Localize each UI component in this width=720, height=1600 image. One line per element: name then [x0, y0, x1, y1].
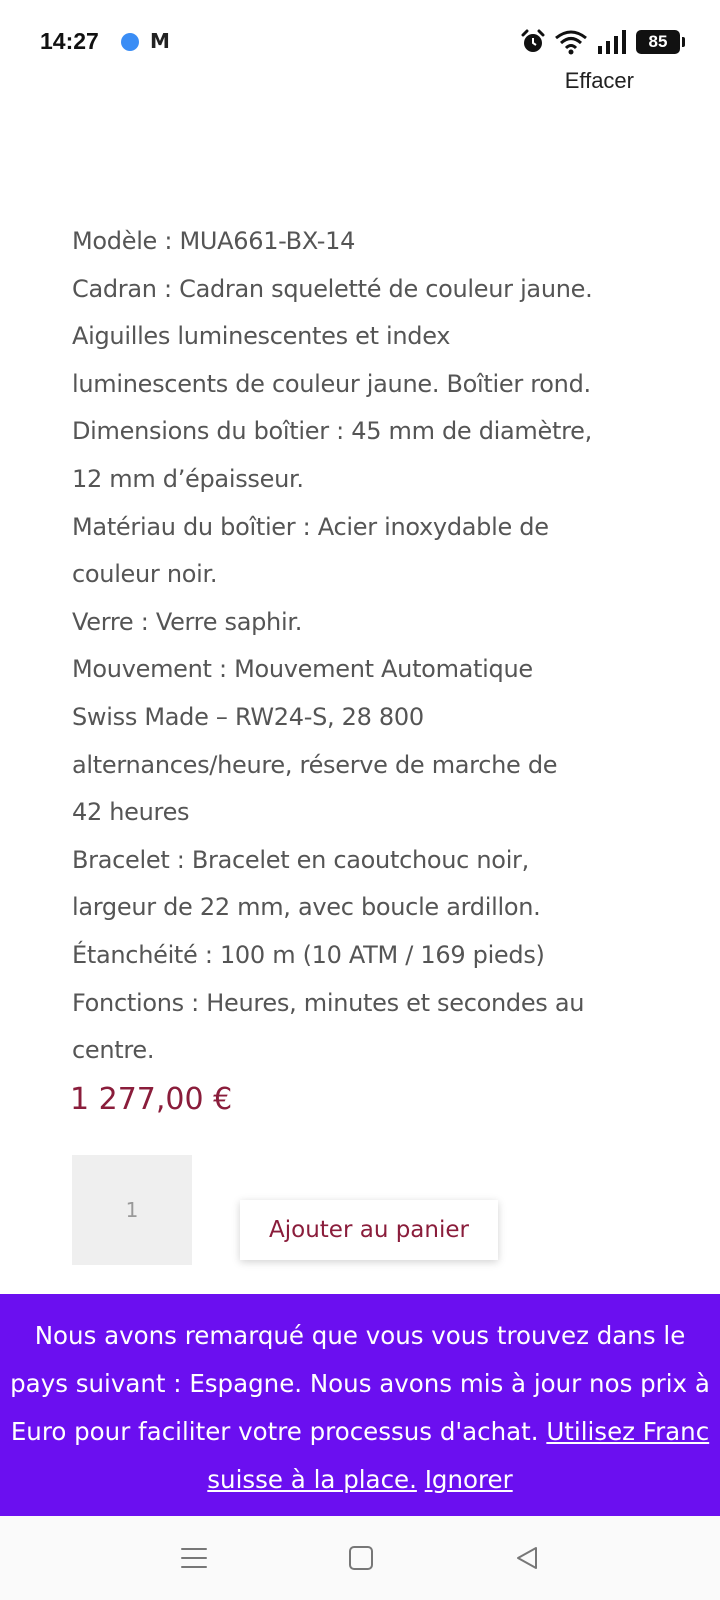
- quantity-input[interactable]: 1: [72, 1155, 192, 1265]
- spec-line: alternances/heure, réserve de marche de: [72, 750, 558, 779]
- spec-line: couleur noir.: [72, 560, 218, 589]
- currency-notice-message: Nous avons remarqué que vous vous trouvez dans le pays suivant : Espagne. Nous avons mis à jour nos prix à Euro pour faciliter votre processus d'achat.: [10, 1321, 710, 1446]
- spec-line: Étanchéité : 100 m (10 ATM / 169 pieds): [72, 940, 545, 969]
- spec-line: largeur de 22 mm, avec boucle ardillon.: [72, 893, 541, 922]
- battery-icon: 85: [636, 30, 680, 54]
- spec-line: Dimensions du boîtier : 45 mm de diamètre,: [72, 417, 592, 446]
- spec-line: Mouvement : Mouvement Automatique: [72, 655, 533, 684]
- back-triangle-icon[interactable]: [514, 1545, 540, 1571]
- ignore-link[interactable]: Ignorer: [424, 1465, 513, 1494]
- menu-icon[interactable]: [180, 1546, 208, 1570]
- spec-line: 42 heures: [72, 798, 190, 827]
- switch-currency-link[interactable]: Utilisez Franc suisse à la place.: [207, 1417, 710, 1494]
- spec-line: Fonctions : Heures, minutes et secondes au: [72, 988, 585, 1017]
- wifi-icon: [554, 29, 588, 55]
- spec-line: Matériau du boîtier : Acier inoxydable de: [72, 512, 549, 541]
- spec-line: Modèle : MUA661-BX-14: [72, 227, 356, 255]
- home-square-icon[interactable]: [348, 1545, 374, 1571]
- status-icons: [520, 26, 680, 58]
- status-time: 14:27: [40, 28, 99, 54]
- spec-line: Swiss Made – RW24-S, 28 800: [72, 702, 424, 731]
- blue-app-icon: [121, 33, 139, 51]
- spec-line: Verre : Verre saphir.: [72, 607, 303, 636]
- alarm-icon: [520, 29, 546, 55]
- currency-notice-banner: [0, 1294, 720, 1516]
- spec-line: centre.: [72, 1036, 155, 1065]
- spec-line: 12 mm d’épaisseur.: [72, 464, 304, 493]
- spec-line: Cadran : Cadran squeletté de couleur jaune.: [72, 274, 593, 303]
- gmail-icon: M: [150, 29, 170, 53]
- spec-line: Aiguilles luminescentes et index: [72, 322, 451, 351]
- product-specifications: [72, 218, 672, 1075]
- signal-icon: [596, 29, 628, 55]
- system-nav-bar: [0, 1516, 720, 1600]
- clear-button[interactable]: Effacer: [564, 68, 634, 93]
- spec-line: luminescents de couleur jaune. Boîtier rond.: [72, 369, 591, 398]
- product-price: 1 277,00 €: [70, 1082, 233, 1117]
- add-to-cart-button[interactable]: Ajouter au panier: [240, 1200, 498, 1260]
- spec-line: Bracelet : Bracelet en caoutchouc noir,: [72, 845, 529, 874]
